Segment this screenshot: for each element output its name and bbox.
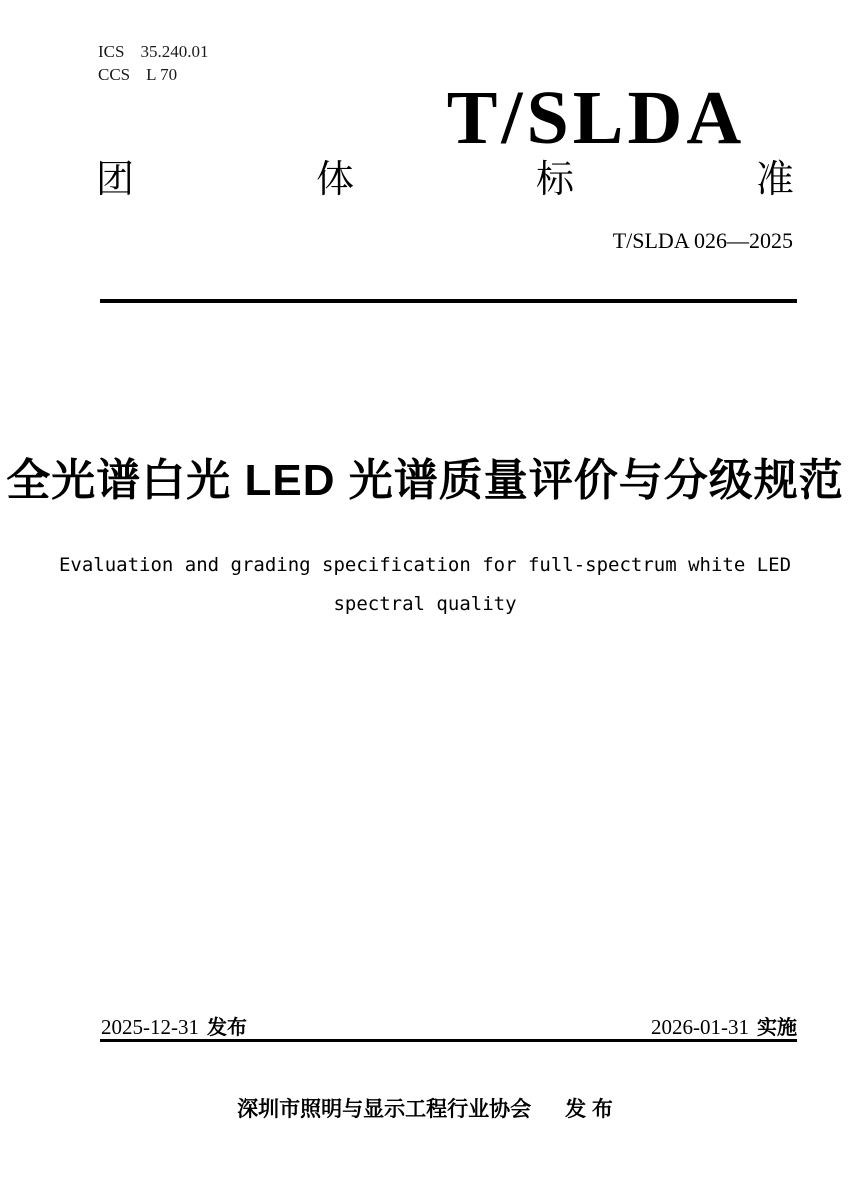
publish-label: 发 布 <box>565 1098 613 1121</box>
tslda-logo: T/SLDA <box>446 76 746 160</box>
ccs-code-row <box>98 63 208 86</box>
top-divider-rule <box>100 299 797 303</box>
document-title-english <box>0 546 850 624</box>
dates-row <box>101 1011 797 1040</box>
team-standard-banner <box>96 161 794 199</box>
banner-char: 团 <box>96 159 135 201</box>
title-english-line2: spectral quality <box>333 593 517 615</box>
title-english-line1: Evaluation and grading specification for full-spectrum white LED <box>58 554 792 576</box>
implement-date-group <box>651 1011 797 1040</box>
publisher-footer <box>0 1097 850 1122</box>
classification-codes <box>98 40 208 86</box>
banner-char: 准 <box>755 159 794 201</box>
ics-code-row <box>98 40 208 63</box>
issue-date-label: 发布 <box>207 1017 247 1039</box>
banner-char: 标 <box>535 159 574 201</box>
bottom-divider-rule <box>100 1039 797 1042</box>
issue-date-group <box>101 1011 247 1040</box>
issue-date: 2025-12-31 <box>101 1015 199 1039</box>
document-title-chinese: 全光谱白光 LED 光谱质量评价与分级规范 <box>6 456 844 505</box>
ccs-value: L 70 <box>146 65 178 84</box>
ics-label: ICS <box>98 42 125 61</box>
ccs-label: CCS <box>98 65 131 84</box>
banner-char: 体 <box>315 159 354 201</box>
ics-value: 35.240.01 <box>140 42 209 61</box>
implement-date-label: 实施 <box>757 1017 797 1039</box>
implement-date: 2026-01-31 <box>651 1015 749 1039</box>
standard-number: T/SLDA 026—2025 <box>612 228 793 253</box>
publisher-name: 深圳市照明与显示工程行业协会 <box>237 1098 532 1121</box>
